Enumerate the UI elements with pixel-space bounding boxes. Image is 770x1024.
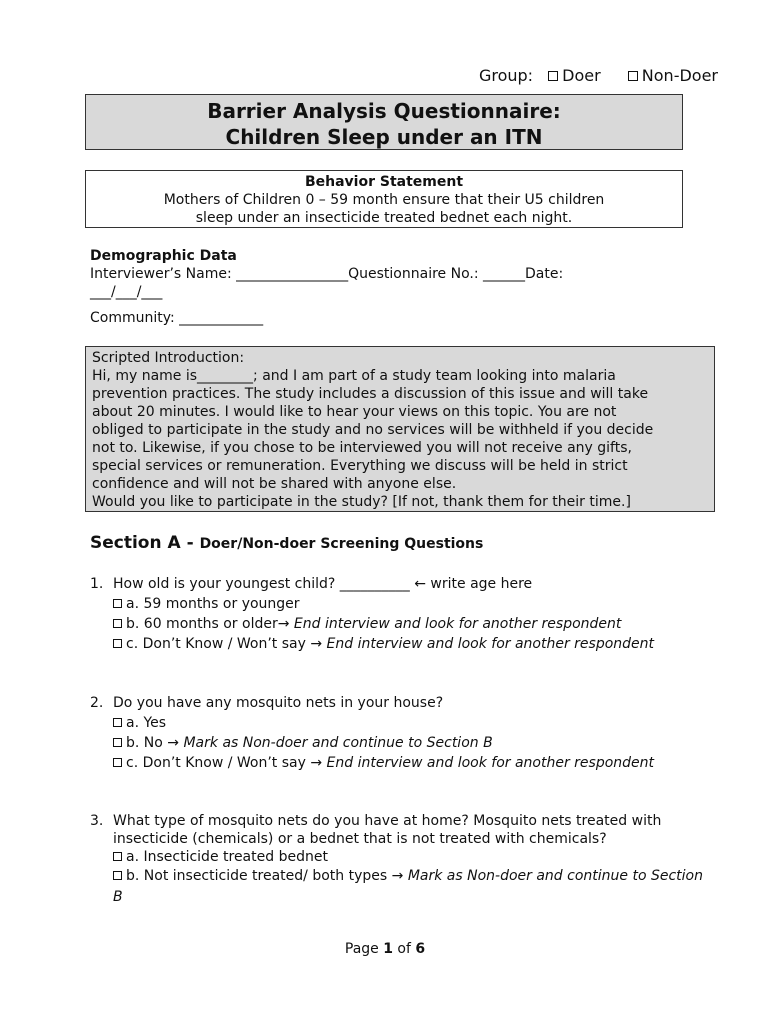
option-row[interactable] <box>113 733 710 753</box>
checkbox[interactable] <box>113 758 122 767</box>
checkbox[interactable] <box>113 871 122 880</box>
title-line-2: Children Sleep under an ITN <box>225 125 543 149</box>
demographic-heading: Demographic Data <box>90 248 237 264</box>
nondoer-label: Non-Doer <box>641 66 718 85</box>
question-text: Do you have any mosquito nets in your house? <box>113 695 444 711</box>
title-box <box>85 94 683 150</box>
behavior-statement-box <box>85 170 683 228</box>
behavior-line-1: Mothers of Children 0 – 59 month ensure that their U5 children <box>163 192 605 208</box>
question-3 <box>90 812 710 908</box>
option-row[interactable] <box>113 848 710 866</box>
checkbox[interactable] <box>113 718 122 727</box>
option-row[interactable] <box>113 866 710 908</box>
section-a-subtitle: Doer/Non-doer Screening Questions <box>199 536 484 552</box>
checkbox[interactable] <box>113 619 122 628</box>
page-footer <box>0 941 770 957</box>
group-selector <box>479 66 718 85</box>
intro-line: Hi, my name is________; and I am part of a study team looking into malaria <box>92 368 616 384</box>
option-note: Mark as Non-doer and continue to Section B <box>113 868 703 905</box>
option-note: Mark as Non-doer and continue to Section B <box>183 735 493 751</box>
checkbox[interactable] <box>113 738 122 747</box>
option-label: b. Not insecticide treated/ both types → <box>126 868 408 884</box>
intro-line: obliged to participate in the study and no services will be withheld if you decide <box>92 422 654 438</box>
question-2 <box>90 693 710 773</box>
title-line-1: Barrier Analysis Questionnaire: <box>207 99 561 123</box>
option-note: End interview and look for another respondent <box>326 636 655 652</box>
question-number: 3. <box>90 813 104 829</box>
doer-label: Doer <box>562 66 601 85</box>
option-label: c. Don’t Know / Won’t say → <box>126 755 327 771</box>
option-label: c. Don’t Know / Won’t say → <box>126 636 327 652</box>
option-row[interactable] <box>113 614 710 634</box>
doer-checkbox[interactable] <box>548 71 558 81</box>
behavior-line-2: sleep under an insecticide treated bednet each night. <box>195 210 573 226</box>
page-total: 6 <box>415 941 426 957</box>
section-a-heading <box>90 533 483 553</box>
intro-line: about 20 minutes. I would like to hear your views on this topic. You are not <box>92 404 617 420</box>
option-row[interactable] <box>113 753 710 773</box>
demographic-line-2: ___/___/___ <box>90 284 163 300</box>
group-label: Group: <box>478 66 534 85</box>
page-of-label: of <box>392 941 416 957</box>
question-text: What type of mosquito nets do you have at home? Mosquito nets treated with insecticide (chemicals) or a bednet that is not treated with chemicals? <box>113 813 662 847</box>
option-note: End interview and look for another respondent <box>293 616 622 632</box>
option-row[interactable] <box>113 594 710 614</box>
page-label: Page <box>344 941 384 957</box>
scripted-introduction-box <box>85 346 715 512</box>
demographic-line-1: Interviewer’s Name: ________________Questionnaire No.: ______Date: <box>90 266 564 282</box>
question-text: How old is your youngest child? __________ ← write age here <box>113 576 533 592</box>
intro-line: prevention practices. The study includes a discussion of this issue and will take <box>92 386 649 402</box>
option-label: a. 59 months or younger <box>126 596 300 612</box>
question-1 <box>90 574 710 654</box>
checkbox[interactable] <box>113 599 122 608</box>
intro-line: confidence and will not be shared with anyone else. <box>92 476 457 492</box>
section-a-title: Section A - <box>90 533 200 553</box>
page-current: 1 <box>383 941 393 957</box>
community-field: Community: ____________ <box>90 310 264 326</box>
intro-line: Would you like to participate in the study? [If not, thank them for their time.] <box>92 494 631 510</box>
intro-line: not to. Likewise, if you chose to be interviewed you will not receive any gifts, <box>92 440 632 456</box>
checkbox[interactable] <box>113 639 122 648</box>
intro-line: special services or remuneration. Everything we discuss will be held in strict <box>92 458 628 474</box>
option-row[interactable] <box>113 713 710 733</box>
option-row[interactable] <box>113 634 710 654</box>
nondoer-checkbox[interactable] <box>628 71 638 81</box>
intro-heading: Scripted Introduction: <box>92 350 245 366</box>
question-number: 1. <box>90 576 104 592</box>
option-label: b. 60 months or older→ <box>126 616 294 632</box>
behavior-heading: Behavior Statement <box>304 174 464 190</box>
option-label: a. Insecticide treated bednet <box>126 849 328 865</box>
option-label: b. No → <box>126 735 184 751</box>
option-note: End interview and look for another respondent <box>326 755 655 771</box>
option-label: a. Yes <box>126 715 167 731</box>
question-number: 2. <box>90 695 104 711</box>
checkbox[interactable] <box>113 852 122 861</box>
demographic-section <box>90 247 690 301</box>
